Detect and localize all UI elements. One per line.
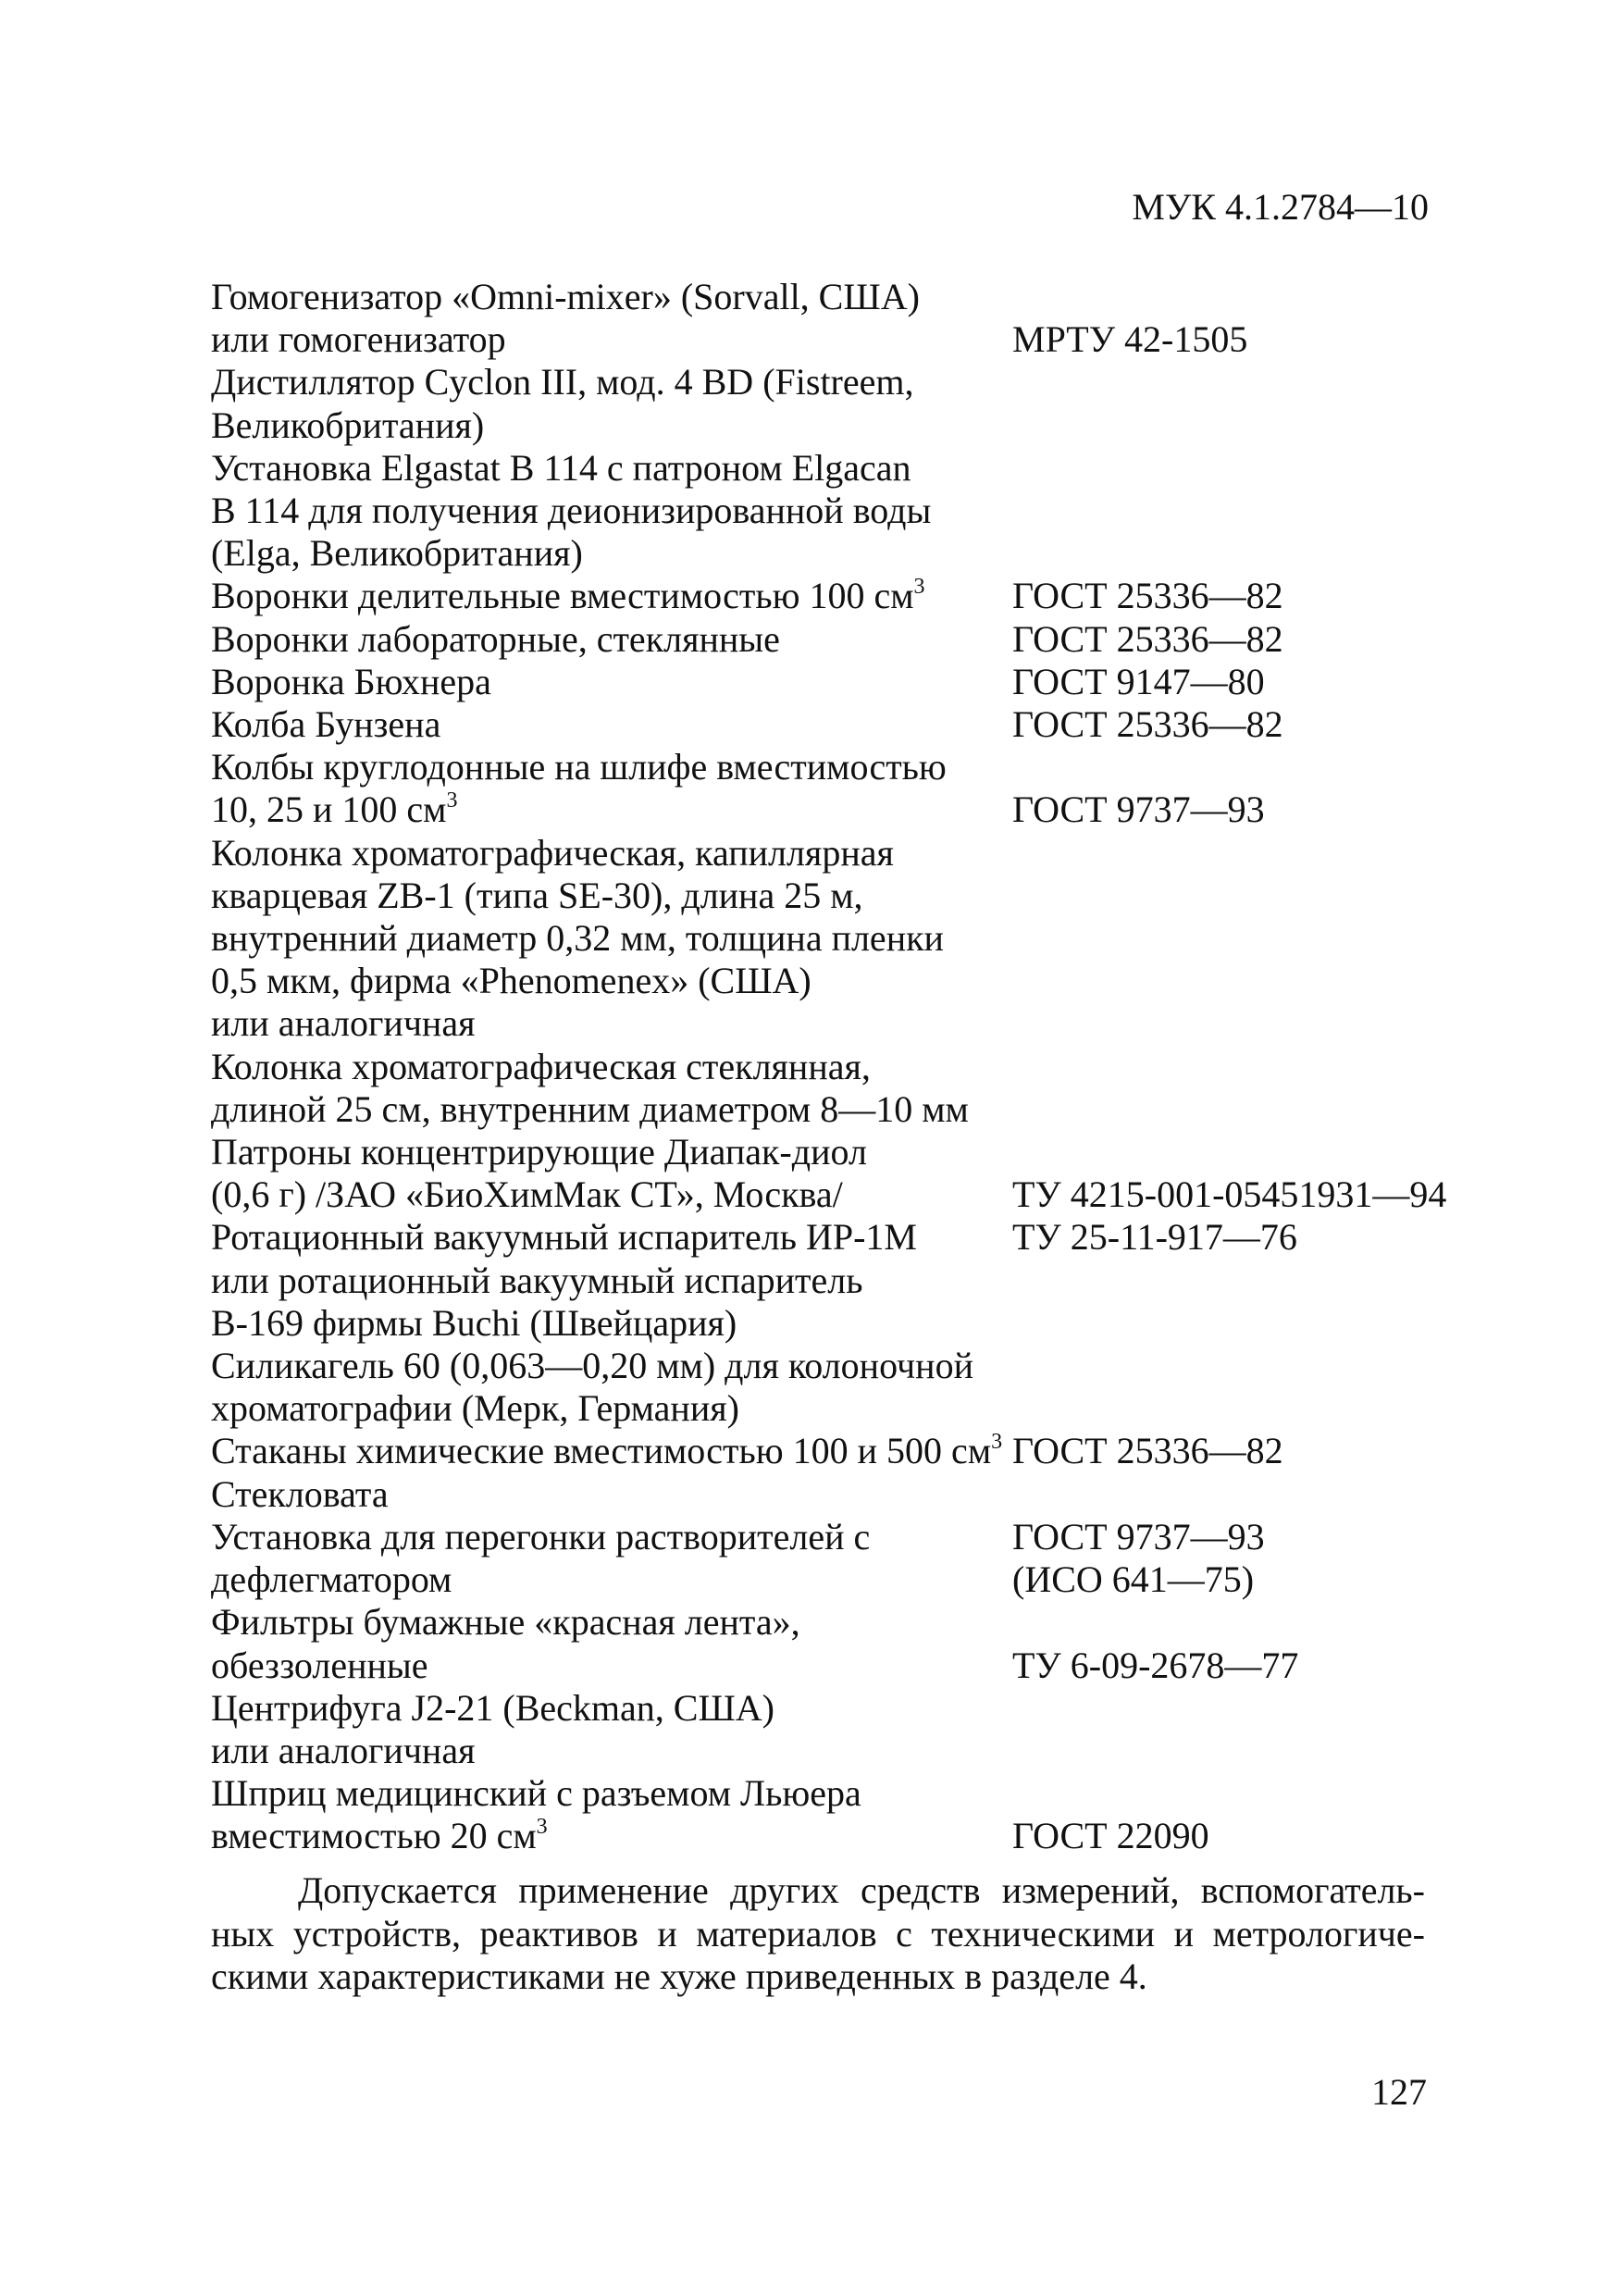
equipment-description [211, 276, 1007, 361]
description-text: Шприц медицинский с разъемом Льюера [211, 1772, 861, 1815]
description-text: обеззоленные [211, 1644, 428, 1686]
equipment-description [211, 746, 1007, 831]
unit-exponent: 3 [913, 575, 925, 600]
description-line [211, 788, 1007, 831]
equipment-item [211, 1558, 1451, 1601]
description-text: или гомогенизатор [211, 318, 506, 361]
standard-reference: ТУ 6-09-2678—77 [1012, 1644, 1299, 1686]
description-text: Стекловата [211, 1472, 389, 1515]
description-line [211, 1772, 1007, 1815]
description-line [211, 1173, 1007, 1216]
description-text: Воронки делительные вместимостью 100 см [211, 575, 914, 617]
description-text: Гомогенизатор «Omni-mixer» (Sorvall, США) [211, 276, 920, 317]
description-text: Воронка Бюхнера [211, 660, 491, 702]
description-text: внутренний диаметр 0,32 мм, толщина пленки [211, 917, 944, 960]
equipment-description [211, 1687, 1007, 1772]
description-text: Дистиллятор Cyclon III, мод. 4 BD (Fistreem, [211, 361, 914, 403]
description-text: хроматографии (Мерк, Германия) [211, 1387, 739, 1430]
description-text: 0,5 мкм, фирма «Phenomenex» (США) [211, 960, 812, 1002]
equipment-description [211, 575, 1007, 617]
description-line [211, 575, 1007, 617]
description-line [211, 1687, 1007, 1730]
equipment-item [211, 1216, 1451, 1259]
description-line [211, 447, 1007, 490]
equipment-description [211, 1601, 1007, 1686]
description-text: или ротационный вакуумный испаритель [211, 1259, 863, 1301]
description-text: Ротационный вакуумный испаритель ИР-1М [211, 1216, 917, 1259]
description-text: или аналогичная [211, 1002, 476, 1045]
equipment-description [211, 1516, 1007, 1558]
description-text: Установка для перегонки растворителей с [211, 1515, 871, 1558]
description-text: вместимостью 20 см [211, 1815, 537, 1857]
paragraph-line: Допускается применение других средств измерений, вспомогатель- [298, 1869, 1425, 1911]
equipment-list [211, 276, 1451, 1858]
equipment-item [211, 1430, 1451, 1472]
standard-reference: ГОСТ 9737—93 [1012, 788, 1265, 831]
paragraph-line: ных устройств, реактивов и материалов с техническими и метрологиче- [211, 1912, 1425, 1955]
equipment-item [211, 1131, 1451, 1216]
description-text: Воронки лабораторные, стеклянные [211, 617, 780, 660]
standard-reference: ГОСТ 9737—93 [1012, 1515, 1265, 1558]
description-text: Фильтры бумажные «красная лента», [211, 1601, 800, 1644]
description-line [211, 875, 1007, 917]
description-line [211, 661, 1007, 703]
equipment-description [211, 1260, 1007, 1345]
equipment-item [211, 575, 1451, 617]
description-line [211, 1216, 1007, 1259]
description-text: Колонка хроматографическая стеклянная, [211, 1045, 871, 1087]
description-line [211, 1730, 1007, 1772]
standard-reference: ГОСТ 22090 [1012, 1815, 1209, 1857]
unit-exponent: 3 [446, 788, 458, 813]
description-line [211, 1516, 1007, 1558]
description-text: Стаканы химические вместимостью 100 и 500 см [211, 1430, 992, 1472]
document-id-header: МУК 4.1.2784—10 [1132, 186, 1429, 228]
equipment-item [211, 447, 1451, 576]
description-text: длиной 25 см, внутренним диаметром 8—10 мм [211, 1087, 969, 1130]
standard-reference: (ИСО 641—75) [1012, 1558, 1255, 1601]
standard-reference: ГОСТ 25336—82 [1012, 617, 1283, 660]
description-text: B-169 фирмы Buchi (Швейцария) [211, 1301, 737, 1344]
equipment-description [211, 1772, 1007, 1857]
description-line [211, 1430, 1007, 1472]
description-line [211, 618, 1007, 661]
description-line [211, 1260, 1007, 1302]
equipment-item [211, 618, 1451, 661]
description-text: Патроны концентрирующие Диапак-диол [211, 1131, 867, 1173]
description-line [211, 832, 1007, 875]
equipment-description [211, 1473, 1007, 1516]
equipment-item [211, 276, 1451, 361]
equipment-description [211, 1558, 1007, 1601]
equipment-item [211, 1772, 1451, 1857]
permission-paragraph [211, 1869, 1425, 1999]
standard-reference: ГОСТ 25336—82 [1012, 575, 1283, 617]
description-line [211, 276, 1007, 318]
description-text: 10, 25 и 100 см [211, 788, 447, 831]
description-line [211, 746, 1007, 788]
standard-reference: ТУ 25-11-917—76 [1012, 1216, 1297, 1259]
description-line [211, 490, 1007, 532]
equipment-description [211, 1131, 1007, 1216]
description-text: кварцевая ZB-1 (типа SE-30), длина 25 м, [211, 874, 863, 916]
equipment-item [211, 1516, 1451, 1558]
equipment-item [211, 1046, 1451, 1131]
equipment-description [211, 618, 1007, 661]
equipment-item [211, 661, 1451, 703]
description-line [211, 917, 1007, 960]
description-line [211, 1131, 1007, 1173]
description-line [211, 1815, 1007, 1857]
standard-reference: МРТУ 42-1505 [1012, 318, 1248, 361]
equipment-description [211, 447, 1007, 576]
description-line [211, 1473, 1007, 1516]
description-line [211, 1387, 1007, 1430]
description-text: Колонка хроматографическая, капиллярная [211, 831, 894, 874]
equipment-description [211, 1430, 1007, 1472]
description-text: (Elga, Великобритания) [211, 532, 583, 575]
description-text: Великобритания) [211, 403, 485, 446]
standard-reference: ТУ 4215-001-05451931—94 [1012, 1173, 1447, 1216]
equipment-item [211, 703, 1451, 746]
description-line [211, 1345, 1007, 1387]
equipment-item [211, 1601, 1451, 1686]
description-text: Силикагель 60 (0,063—0,20 мм) для колоночной [211, 1345, 973, 1387]
standard-reference: ГОСТ 25336—82 [1012, 703, 1283, 746]
paragraph-line: скими характеристиками не хуже приведенных в разделе 4. [211, 1955, 1147, 1997]
unit-exponent: 3 [991, 1430, 1003, 1455]
equipment-description [211, 832, 1007, 1046]
equipment-item [211, 746, 1451, 831]
description-line [211, 532, 1007, 575]
description-line [211, 361, 1007, 403]
description-line [211, 404, 1007, 447]
description-text: Установка Elgastat B 114 с патроном Elgacan [211, 446, 911, 489]
description-line [211, 1088, 1007, 1131]
description-text: B 114 для получения деионизированной воды [211, 490, 932, 532]
equipment-item [211, 361, 1451, 446]
unit-exponent: 3 [536, 1815, 548, 1840]
equipment-item [211, 1260, 1451, 1345]
description-text: дефлегматором [211, 1558, 452, 1601]
equipment-item [211, 832, 1451, 1046]
description-line [211, 1046, 1007, 1088]
description-line [211, 318, 1007, 361]
description-text: Колбы круглодонные на шлифе вместимостью [211, 746, 947, 788]
equipment-description [211, 703, 1007, 746]
description-line [211, 1002, 1007, 1045]
standard-reference: ГОСТ 9147—80 [1012, 660, 1265, 702]
equipment-description [211, 661, 1007, 703]
equipment-item [211, 1345, 1451, 1430]
description-line [211, 960, 1007, 1002]
equipment-description [211, 1345, 1007, 1430]
description-line [211, 1601, 1007, 1644]
description-text: Колба Бунзена [211, 703, 441, 746]
description-text: (0,6 г) /ЗАО «БиоХимМак СТ», Москва/ [211, 1173, 843, 1216]
description-text: Центрифуга J2-21 (Beckman, США) [211, 1686, 775, 1729]
equipment-description [211, 361, 1007, 446]
equipment-description [211, 1216, 1007, 1259]
description-line [211, 1558, 1007, 1601]
description-line [211, 1302, 1007, 1345]
description-line [211, 703, 1007, 746]
equipment-item [211, 1473, 1451, 1516]
equipment-description [211, 1046, 1007, 1131]
equipment-item [211, 1687, 1451, 1772]
standard-reference: ГОСТ 25336—82 [1012, 1430, 1283, 1472]
description-text: или аналогичная [211, 1729, 476, 1771]
description-line [211, 1644, 1007, 1687]
page-number: 127 [1371, 2071, 1427, 2113]
